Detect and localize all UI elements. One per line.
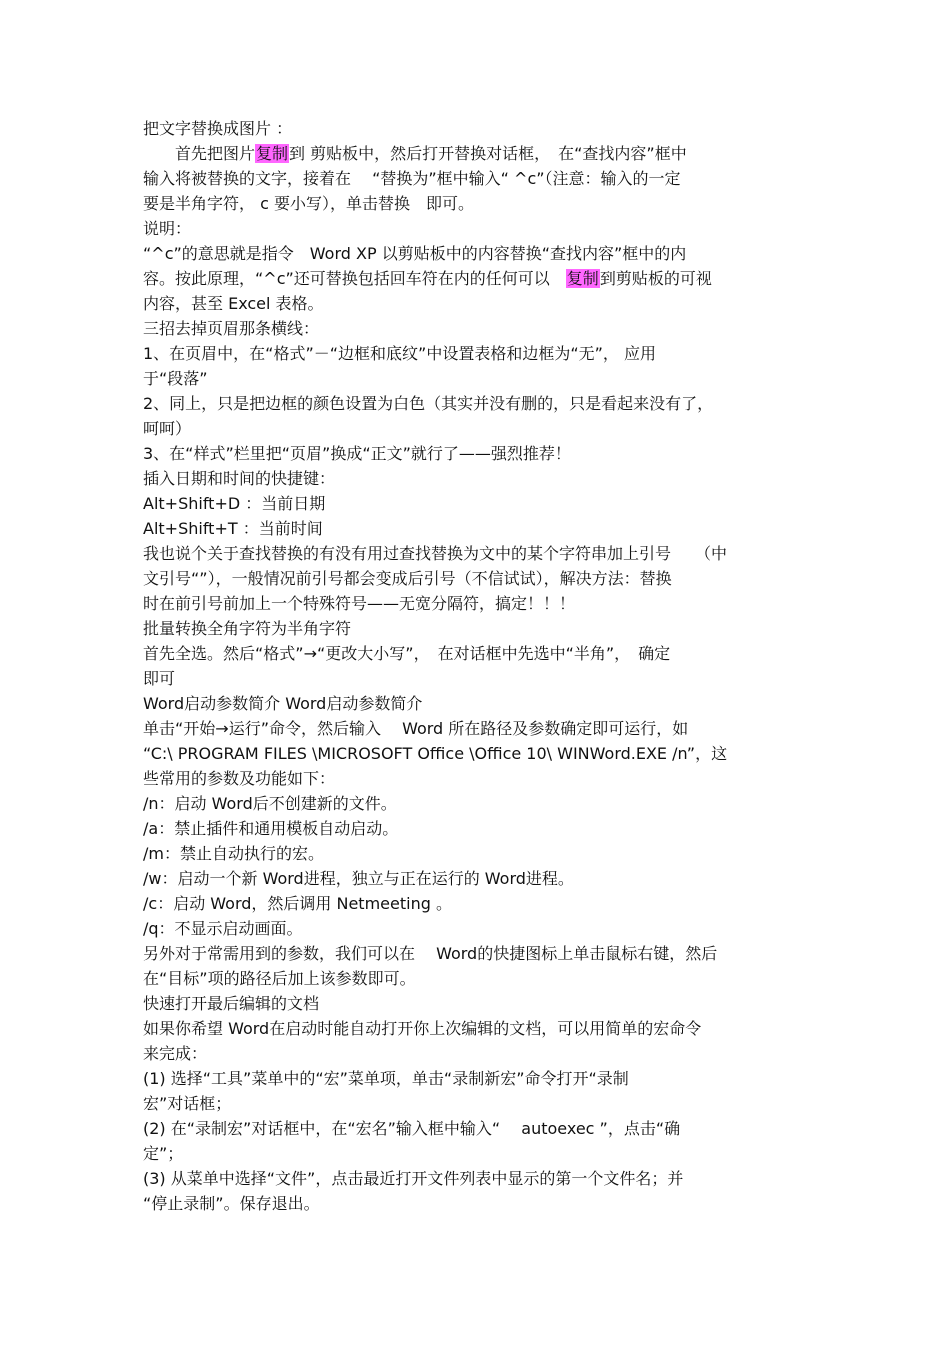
section-title-date-time-shortcuts: 插入日期和时间的快捷键： — [143, 469, 336, 488]
text-run: 首先把图片 — [143, 144, 256, 163]
step-item: 定”； — [143, 1144, 184, 1163]
step-item: (2) 在“录制宏”对话框中，在“宏名”输入框中输入“ autoexec ”，点击“确 — [143, 1119, 681, 1138]
paragraph-line: 即可 — [143, 669, 176, 688]
paragraph-line: 文引号“”），一般情况前引号都会变成后引号（不信试试），解决方法：替换 — [143, 569, 672, 588]
paragraph-line: 1、在页眉中，在“格式”－“边框和底纹”中设置表格和边框为“无”， 应用 — [143, 344, 657, 363]
section-title-word-startup-params: Word启动参数简介 Word启动参数简介 — [143, 694, 423, 713]
param-item: /a：禁止插件和通用模板自动启动。 — [143, 819, 399, 838]
step-item: (1) 选择“工具”菜单中的“宏”菜单项，单击“录制新宏”命令打开“录制 — [143, 1069, 629, 1088]
paragraph-line: 首先全选。然后“格式”→“更改大小写”， 在对话框中先选中“半角”， 确定 — [143, 644, 671, 663]
paragraph-line: 于“段落” — [143, 369, 208, 388]
highlighted-text-copy: 复制 — [566, 269, 599, 288]
paragraph-line: 呵呵） — [143, 419, 192, 438]
step-item: “停止录制”。保存退出。 — [143, 1194, 320, 1213]
paragraph-line: 2、同上，只是把边框的颜色设置为白色（其实并没有删的，只是看起来没有了， — [143, 394, 714, 413]
paragraph-line: 另外对于常需用到的参数，我们可以在 Word的快捷图标上单击鼠标右键，然后 — [143, 944, 718, 963]
shortcut-time: Alt+Shift+T ：当前时间 — [143, 519, 323, 538]
step-item: 宏”对话框； — [143, 1094, 232, 1113]
paragraph-line — [143, 141, 808, 166]
text-run: 到剪贴板的可视 — [599, 269, 712, 288]
section-title-explanation: 说明： — [143, 219, 192, 238]
highlighted-text-copy: 复制 — [256, 144, 289, 163]
paragraph-line: 单击“开始→运行”命令，然后输入 Word 所在路径及参数确定即可运行，如 — [143, 719, 689, 738]
paragraph-line: 内容，甚至 Excel 表格。 — [143, 294, 324, 313]
paragraph-line: 如果你希望 Word在启动时能自动打开你上次编辑的文档，可以用简单的宏命令 — [143, 1019, 702, 1038]
paragraph-line: 些常用的参数及功能如下： — [143, 769, 336, 788]
paragraph-line: “^c”的意思就是指令 Word XP 以剪贴板中的内容替换“查找内容”框中的内 — [143, 244, 687, 263]
param-item: /q：不显示启动画面。 — [143, 919, 303, 938]
paragraph-line: 要是半角字符， c 要小写），单击替换 即可。 — [143, 194, 474, 213]
paragraph-line — [143, 266, 808, 291]
paragraph-line: 时在前引号前加上一个特殊符号——无宽分隔符，搞定！！！ — [143, 594, 576, 613]
paragraph-line: 在“目标”项的路径后加上该参数即可。 — [143, 969, 416, 988]
shortcut-date: Alt+Shift+D ：当前日期 — [143, 494, 326, 513]
document-body — [143, 116, 808, 1216]
param-item: /w：启动一个新 Word进程，独立与正在运行的 Word进程。 — [143, 869, 574, 888]
paragraph-line: 输入将被替换的文字，接着在 “替换为”框中输入“ ^c”（注意：输入的一定 — [143, 169, 681, 188]
paragraph-line: 来完成： — [143, 1044, 208, 1063]
section-title-remove-header-line: 三招去掉页眉那条横线： — [143, 319, 320, 338]
param-item: /n：启动 Word后不创建新的文件。 — [143, 794, 397, 813]
paragraph-line: “C:\ PROGRAM FILES \MICROSOFT Office \Office 10\ WINWord.EXE /n”，这 — [143, 744, 728, 763]
param-item: /m：禁止自动执行的宏。 — [143, 844, 324, 863]
section-title-full-to-half-width: 批量转换全角字符为半角字符 — [143, 619, 352, 638]
param-item: /c：启动 Word，然后调用 Netmeeting 。 — [143, 894, 452, 913]
paragraph-line: 我也说个关于查找替换的有没有用过查找替换为文中的某个字符串加上引号 （中 — [143, 544, 728, 563]
step-item: (3) 从菜单中选择“文件”，点击最近打开文件列表中显示的第一个文件名；并 — [143, 1169, 684, 1188]
section-title-replace-text-with-picture: 把文字替换成图片 ： — [143, 119, 293, 138]
text-run: 容。按此原理，“^c”还可替换包括回车符在内的任何可以 — [143, 269, 566, 288]
paragraph-line: 3、在“样式”栏里把“页眉”换成“正文”就行了——强烈推荐！ — [143, 444, 571, 463]
text-run: 到 剪贴板中，然后打开替换对话框， 在“查找内容”框中 — [289, 144, 687, 163]
section-title-open-last-document: 快速打开最后编辑的文档 — [143, 994, 320, 1013]
